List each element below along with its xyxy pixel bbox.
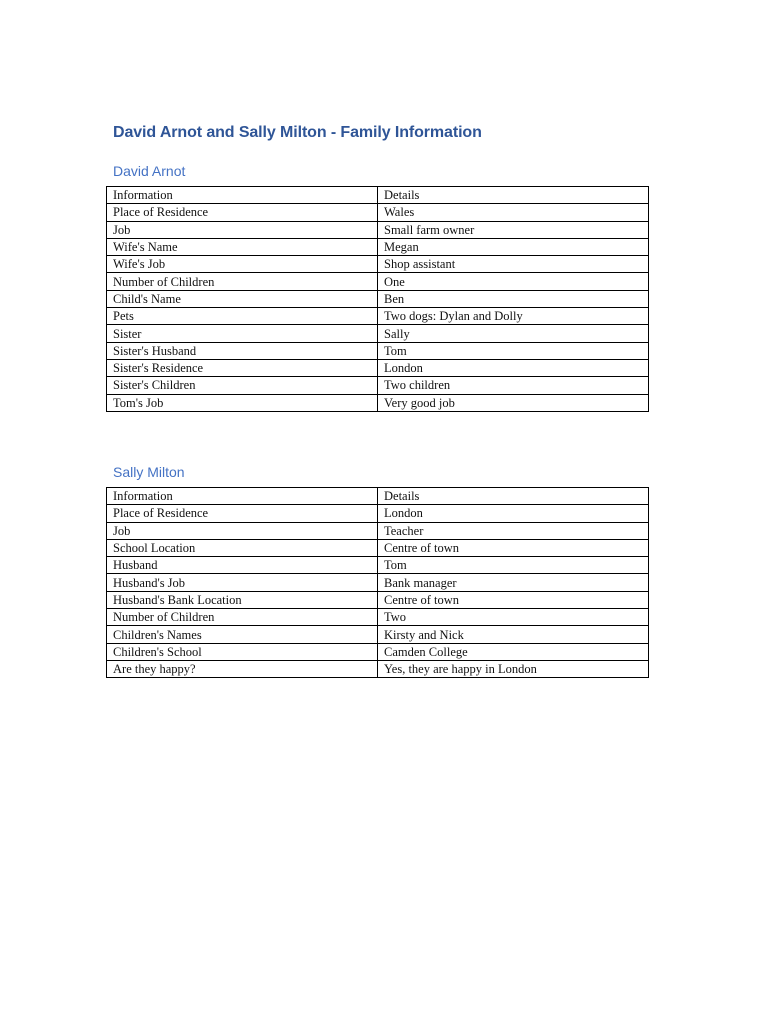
information-cell: Child's Name bbox=[107, 290, 378, 307]
details-cell: Tom bbox=[378, 557, 649, 574]
information-cell: Children's Names bbox=[107, 626, 378, 643]
information-cell: Place of Residence bbox=[107, 505, 378, 522]
information-cell: Wife's Name bbox=[107, 238, 378, 255]
table-row bbox=[107, 394, 649, 411]
details-cell: Camden College bbox=[378, 643, 649, 660]
information-cell: Children's School bbox=[107, 643, 378, 660]
information-cell: Husband's Bank Location bbox=[107, 591, 378, 608]
table-row bbox=[107, 574, 649, 591]
section-heading-sally-milton: Sally Milton bbox=[113, 464, 185, 480]
table-row bbox=[107, 522, 649, 539]
table-row bbox=[107, 290, 649, 307]
details-cell: Shop assistant bbox=[378, 256, 649, 273]
information-cell: Sister bbox=[107, 325, 378, 342]
information-cell: Job bbox=[107, 221, 378, 238]
details-cell: Two dogs: Dylan and Dolly bbox=[378, 308, 649, 325]
column-header-information: Information bbox=[107, 488, 378, 505]
table-header-row bbox=[107, 187, 649, 204]
details-cell: Yes, they are happy in London bbox=[378, 660, 649, 677]
table-row bbox=[107, 359, 649, 376]
information-cell: Sister's Husband bbox=[107, 342, 378, 359]
information-cell: Place of Residence bbox=[107, 204, 378, 221]
information-cell: Sister's Residence bbox=[107, 359, 378, 376]
table-row bbox=[107, 308, 649, 325]
details-cell: Very good job bbox=[378, 394, 649, 411]
information-cell: School Location bbox=[107, 539, 378, 556]
sally-milton-info-table bbox=[106, 487, 649, 678]
details-cell: Two children bbox=[378, 377, 649, 394]
table-row bbox=[107, 626, 649, 643]
details-cell: Small farm owner bbox=[378, 221, 649, 238]
table-row bbox=[107, 505, 649, 522]
information-cell: Husband's Job bbox=[107, 574, 378, 591]
table-row bbox=[107, 539, 649, 556]
david-arnot-info-table bbox=[106, 186, 649, 412]
table-row bbox=[107, 238, 649, 255]
table-row bbox=[107, 643, 649, 660]
table-row bbox=[107, 204, 649, 221]
table-row bbox=[107, 557, 649, 574]
details-cell: London bbox=[378, 359, 649, 376]
table-header-row bbox=[107, 488, 649, 505]
details-cell: Teacher bbox=[378, 522, 649, 539]
details-cell: Tom bbox=[378, 342, 649, 359]
table-body bbox=[107, 187, 649, 412]
details-cell: Wales bbox=[378, 204, 649, 221]
table-row bbox=[107, 256, 649, 273]
information-cell: Wife's Job bbox=[107, 256, 378, 273]
details-cell: Kirsty and Nick bbox=[378, 626, 649, 643]
table-row bbox=[107, 273, 649, 290]
column-header-details: Details bbox=[378, 488, 649, 505]
details-cell: Two bbox=[378, 609, 649, 626]
information-cell: Sister's Children bbox=[107, 377, 378, 394]
details-cell: Sally bbox=[378, 325, 649, 342]
information-cell: Number of Children bbox=[107, 273, 378, 290]
section-heading-david-arnot: David Arnot bbox=[113, 163, 186, 179]
details-cell: Centre of town bbox=[378, 539, 649, 556]
document-title: David Arnot and Sally Milton - Family Information bbox=[113, 124, 482, 141]
details-cell: Centre of town bbox=[378, 591, 649, 608]
table-row bbox=[107, 342, 649, 359]
details-cell: Ben bbox=[378, 290, 649, 307]
information-cell: Tom's Job bbox=[107, 394, 378, 411]
table-row bbox=[107, 325, 649, 342]
information-cell: Pets bbox=[107, 308, 378, 325]
table-row bbox=[107, 660, 649, 677]
details-cell: Megan bbox=[378, 238, 649, 255]
information-cell: Husband bbox=[107, 557, 378, 574]
details-cell: London bbox=[378, 505, 649, 522]
details-cell: One bbox=[378, 273, 649, 290]
information-cell: Are they happy? bbox=[107, 660, 378, 677]
details-cell: Bank manager bbox=[378, 574, 649, 591]
information-cell: Number of Children bbox=[107, 609, 378, 626]
column-header-details: Details bbox=[378, 187, 649, 204]
table-row bbox=[107, 377, 649, 394]
table-row bbox=[107, 591, 649, 608]
table-row bbox=[107, 609, 649, 626]
column-header-information: Information bbox=[107, 187, 378, 204]
table-body bbox=[107, 488, 649, 678]
table-row bbox=[107, 221, 649, 238]
information-cell: Job bbox=[107, 522, 378, 539]
